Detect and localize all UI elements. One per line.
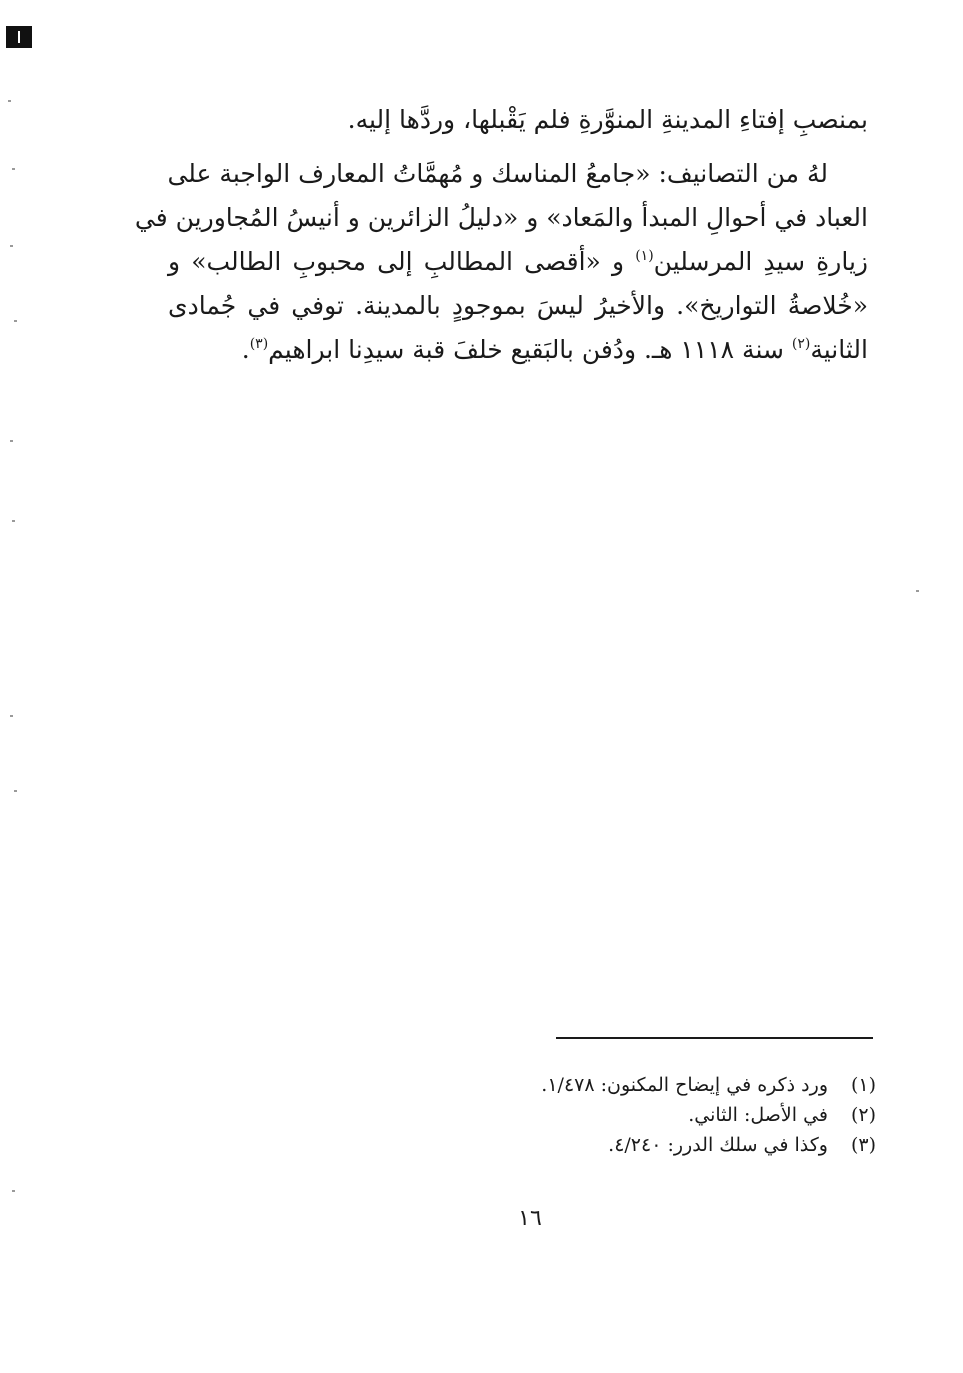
paragraph-2-line-4: «خُلاصةُ التواريخ». والأخيرُ ليسَ بموجودٍ بالمدينة. توفي في جُمادى [168,291,868,320]
paragraph-2-line-3 [168,240,868,284]
scan-speck [14,790,17,792]
scan-corner-mark [6,26,32,48]
footnote-item [470,1130,876,1160]
footnote-ref-1: (١) [635,248,654,264]
footnote-text: في الأصل: الثاني. [688,1104,828,1126]
scan-speck [916,590,919,592]
footnote-number: (٢) [850,1104,876,1126]
line-5-text-b: سنة ١١١٨ هـ. ودُفن بالبَقيع خلفَ قبة سيدِنا ابراهيم [268,335,792,364]
scan-speck [12,520,15,522]
footnote-text: وكذا في سلك الدرر: ٤/٢٤٠. [608,1134,828,1156]
scan-speck [12,1190,15,1192]
paragraph-2-line-5 [168,328,868,372]
line-3-text-a: زيارةِ سيدِ المرسلين [653,247,868,276]
paragraph-gap [168,142,868,152]
footnote-text: ورد ذكره في إيضاح المكنون: ١/٤٧٨. [541,1074,828,1096]
footnote-divider [556,1037,873,1039]
scan-speck [10,245,13,247]
paragraph-2-line-2: العباد في أحوالِ المبدأ والمَعاد» و «دليلُ الزائرين و أنيسُ المُجاورين في [134,203,868,232]
footnote-item [470,1070,876,1100]
footnote-ref-3: (٣) [249,336,269,352]
footnote-number: (٣) [850,1134,876,1156]
footnote-number: (١) [850,1074,876,1096]
footnotes [470,1070,876,1160]
scan-speck [10,440,13,442]
scan-speck [12,168,15,170]
corner-mark-tick [18,31,20,43]
line-5-text-a: الثانية [810,335,868,364]
paragraph-1-line-1: بمنصبِ إفتاءِ المدينةِ المنوَّرةِ فلم يَقْبلها، وردَّها إليه. [347,105,868,134]
footnote-item [470,1100,876,1130]
scan-speck [10,715,13,717]
page-number: ١٦ [518,1206,542,1231]
line-3-text-b: و «أقصى المطالبِ إلى محبوبِ الطالب» و [168,247,636,276]
footnote-ref-2: (٢) [791,336,811,352]
line-5-end: . [241,335,250,364]
paragraph-2-line-1: لهُ من التصانيف: «جامعُ المناسك و مُهمَّاتُ المعارف الواجبة على [167,159,828,188]
scan-speck [8,100,11,102]
scan-speck [14,320,17,322]
body-text [134,98,868,372]
